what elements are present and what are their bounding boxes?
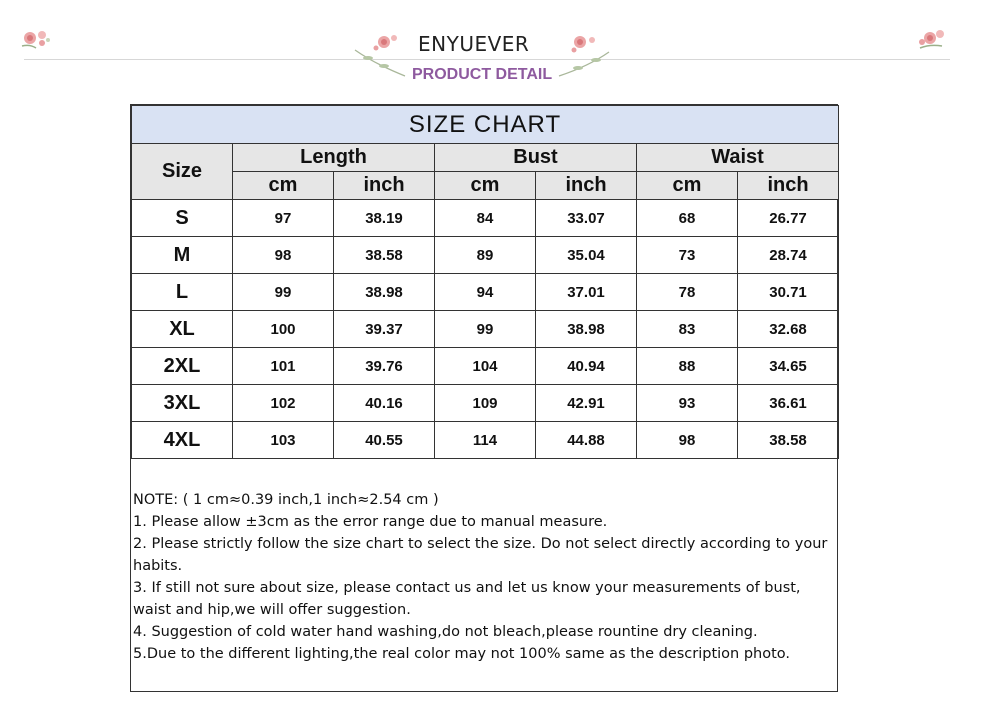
table-cell: 89 [435, 237, 536, 274]
table-row [132, 237, 839, 274]
table-cell: 101 [233, 348, 334, 385]
table-cell: 40.55 [334, 422, 435, 459]
size-label: 4XL [132, 422, 233, 459]
size-chart-table [131, 105, 839, 459]
size-label: 3XL [132, 385, 233, 422]
vine-left-icon [350, 42, 410, 82]
table-row [132, 311, 839, 348]
table-row [132, 200, 839, 237]
table-cell: 99 [233, 274, 334, 311]
table-cell: 28.74 [738, 237, 839, 274]
table-cell: 73 [637, 237, 738, 274]
brand-name: ENYUEVER [418, 32, 530, 56]
note-line: 3. If still not sure about size, please contact us and let us know your measurements of bust, waist and hip,we will offer suggestion. [133, 580, 801, 618]
size-chart-title: SIZE CHART [132, 106, 839, 144]
note-line: 1. Please allow ±3cm as the error range due to manual measure. [133, 514, 608, 530]
size-label: M [132, 237, 233, 274]
unit-header: inch [738, 172, 839, 200]
table-cell: 88 [637, 348, 738, 385]
table-cell: 93 [637, 385, 738, 422]
table-cell: 97 [233, 200, 334, 237]
table-row [132, 348, 839, 385]
size-column-header: Size [132, 144, 233, 200]
table-cell: 33.07 [536, 200, 637, 237]
flower-left-icon [20, 26, 54, 52]
table-cell: 35.04 [536, 237, 637, 274]
table-cell: 38.58 [334, 237, 435, 274]
table-cell: 109 [435, 385, 536, 422]
table-cell: 42.91 [536, 385, 637, 422]
table-row [132, 385, 839, 422]
table-cell: 32.68 [738, 311, 839, 348]
table-cell: 39.76 [334, 348, 435, 385]
length-group-header: Length [233, 144, 435, 172]
size-chart-panel [130, 104, 838, 692]
header-divider [24, 59, 950, 60]
table-cell: 26.77 [738, 200, 839, 237]
table-cell: 30.71 [738, 274, 839, 311]
table-cell: 104 [435, 348, 536, 385]
table-cell: 78 [637, 274, 738, 311]
unit-header: cm [233, 172, 334, 200]
flower-right-icon [916, 26, 950, 52]
size-label: S [132, 200, 233, 237]
table-cell: 94 [435, 274, 536, 311]
table-row [132, 274, 839, 311]
table-cell: 98 [233, 237, 334, 274]
product-detail-subtitle: PRODUCT DETAIL [412, 66, 553, 83]
note-line: 4. Suggestion of cold water hand washing,do not bleach,please rountine dry cleaning. [133, 624, 758, 640]
table-cell: 36.61 [738, 385, 839, 422]
unit-header: inch [334, 172, 435, 200]
size-label: XL [132, 311, 233, 348]
table-cell: 38.98 [334, 274, 435, 311]
size-label: 2XL [132, 348, 233, 385]
table-cell: 37.01 [536, 274, 637, 311]
note-line: 5.Due to the different lighting,the real color may not 100% same as the description photo. [133, 646, 791, 662]
table-cell: 44.88 [536, 422, 637, 459]
unit-header: cm [435, 172, 536, 200]
table-cell: 38.19 [334, 200, 435, 237]
table-cell: 68 [637, 200, 738, 237]
size-label: L [132, 274, 233, 311]
unit-header: cm [637, 172, 738, 200]
table-cell: 98 [637, 422, 738, 459]
table-cell: 100 [233, 311, 334, 348]
table-cell: 99 [435, 311, 536, 348]
table-cell: 38.98 [536, 311, 637, 348]
note-line: NOTE: ( 1 cm≈0.39 inch,1 inch≈2.54 cm ) [133, 492, 439, 508]
table-cell: 102 [233, 385, 334, 422]
bust-group-header: Bust [435, 144, 637, 172]
table-cell: 84 [435, 200, 536, 237]
unit-header: inch [536, 172, 637, 200]
table-cell: 103 [233, 422, 334, 459]
waist-group-header: Waist [637, 144, 839, 172]
notes-section [133, 489, 833, 665]
table-cell: 83 [637, 311, 738, 348]
table-cell: 38.58 [738, 422, 839, 459]
table-cell: 114 [435, 422, 536, 459]
table-row [132, 422, 839, 459]
table-cell: 40.16 [334, 385, 435, 422]
table-cell: 40.94 [536, 348, 637, 385]
note-line: 2. Please strictly follow the size chart to select the size. Do not select directly according to your habits. [133, 536, 828, 574]
vine-right-icon [554, 44, 614, 84]
table-cell: 34.65 [738, 348, 839, 385]
table-cell: 39.37 [334, 311, 435, 348]
